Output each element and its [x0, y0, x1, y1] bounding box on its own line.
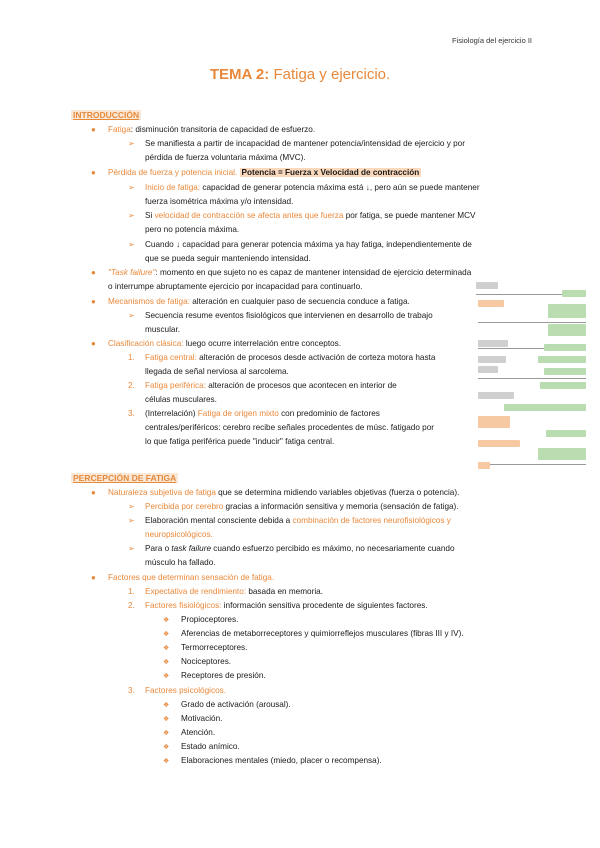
arrow-icon: ➢ — [128, 211, 135, 220]
text-f1: basada en memoria. — [246, 587, 323, 596]
potencia-formula: Potencia = Fuerza x Velocidad de contracción — [241, 168, 420, 177]
list-item: Estado anímico. — [181, 742, 240, 751]
text-naturaleza: que se determina midiendo variables objetivas (fuerza o potencia). — [215, 488, 460, 497]
diagram-box — [478, 300, 504, 307]
bullet-icon: ● — [91, 268, 96, 277]
list-item: Receptores de presión. — [181, 671, 266, 680]
term-expectativa: Expectativa de rendimiento: — [145, 587, 247, 596]
text-line — [145, 587, 323, 597]
list-number: 2. — [128, 601, 135, 610]
text-line: Secuencia resume eventos fisiológicos que intervienen en desarrollo de trabajo — [145, 311, 433, 320]
text-f2: información sensitiva procedente de siguientes factores. — [221, 601, 428, 610]
term-perdida: Pérdida de fuerza y potencia inicial. — [108, 168, 238, 177]
list-number: 1. — [128, 587, 135, 596]
term-fatiga-central: Fatiga central: — [145, 353, 197, 362]
term-percibida: Percibida por cerebro — [145, 502, 224, 511]
text-line — [108, 297, 410, 307]
running-title: Fisiología del ejercicio II — [451, 36, 532, 45]
text-line: pero no potencia máxima. — [145, 225, 240, 234]
text-line — [108, 268, 471, 278]
diamond-icon: ❖ — [163, 702, 170, 709]
text-c3-pre: (Interrelación) — [145, 409, 198, 418]
term-mecanismos: Mecanismos de fatiga: — [108, 297, 190, 306]
section-heading-introduccion: INTRODUCCIÓN — [73, 110, 140, 120]
term-inicio: Inicio de fatiga: — [145, 183, 201, 192]
text-line: músculo ha fallado. — [145, 558, 216, 567]
text-c1: alteración de procesos desde activación de corteza motora hasta — [196, 353, 436, 362]
bullet-icon: ● — [91, 168, 96, 177]
text-para-b: cuando esfuerzo percibido es máximo, no necesariamente cuando — [211, 544, 455, 553]
list-number: 3. — [128, 686, 135, 695]
text-line: centrales/periféricos: cerebro recibe señales procedentes de músc. fatigado por — [145, 423, 434, 432]
diagram-box — [548, 324, 586, 336]
fatigue-sequence-diagram — [474, 282, 588, 472]
text-para: Para o — [145, 544, 172, 553]
term-fatiga-periferica: Fatiga periférica: — [145, 381, 206, 390]
text-task: : momento en que sujeto no es capaz de mantener intensidad de ejercicio determinada — [155, 268, 472, 277]
text-velocidad: por fatiga, se puede mantener MCV — [343, 211, 476, 220]
text-line — [145, 211, 475, 221]
diamond-icon: ❖ — [163, 744, 170, 751]
list-number: 3. — [128, 409, 135, 418]
page-title — [0, 66, 600, 83]
def-fatiga: : disminución transitoria de capacidad de esfuerzo. — [130, 125, 316, 134]
list-item: Elaboraciones mentales (miedo, placer o recompensa). — [181, 756, 382, 765]
diagram-box — [546, 430, 586, 437]
term-clasificacion: Clasificación clásica: — [108, 339, 184, 348]
title-topic-number: TEMA 2: — [209, 66, 270, 83]
text-line: Factores que determinan sensación de fatiga. — [108, 573, 275, 582]
diagram-box — [478, 340, 508, 347]
diagram-box — [548, 304, 586, 318]
diamond-icon: ❖ — [163, 716, 170, 723]
text-line: pérdida de fuerza voluntaria máxima (MVC). — [145, 153, 306, 162]
diagram-line — [478, 464, 586, 465]
list-item: Atención. — [181, 728, 216, 737]
diagram-line — [478, 378, 586, 379]
diagram-box — [538, 356, 586, 363]
text-line — [145, 381, 397, 391]
arrow-icon: ➢ — [128, 502, 135, 511]
diamond-icon: ❖ — [163, 659, 170, 666]
text-elab: Elaboración mental consciente debida a — [145, 516, 293, 525]
text-clasificacion: luego ocurre interrelación entre conceptos. — [183, 339, 342, 348]
text-percibida: gracias a información sensitiva y memoria (sensación de fatiga). — [223, 502, 459, 511]
diamond-icon: ❖ — [163, 758, 170, 765]
diamond-icon: ❖ — [163, 645, 170, 652]
bullet-icon: ● — [91, 573, 96, 582]
text-line — [145, 409, 380, 419]
term-velocidad: velocidad de contracción se afecta antes que fuerza — [154, 211, 344, 220]
text-inicio: capacidad de generar potencia máxima está ↓, pero aún se puede mantener — [200, 183, 480, 192]
list-number: 2. — [128, 381, 135, 390]
text-line: muscular. — [145, 325, 181, 334]
diagram-box — [504, 404, 586, 411]
term-combinacion: combinación de factores neurofisiológicos y — [292, 516, 451, 525]
list-item: Termorreceptores. — [181, 643, 248, 652]
text-line: Cuando ↓ capacidad para generar potencia máxima ya hay fatiga, independientemente de — [145, 240, 472, 249]
list-number: 1. — [128, 353, 135, 362]
text-task-failure-italic: task failure — [171, 544, 211, 553]
arrow-icon: ➢ — [128, 311, 135, 320]
text-line — [145, 183, 480, 193]
bullet-icon: ● — [91, 125, 96, 134]
diagram-line — [478, 322, 586, 323]
bullet-icon: ● — [91, 297, 96, 306]
text-line: que se pueda seguir manteniendo intensidad. — [145, 254, 311, 263]
text-c3: con predominio de factores — [278, 409, 380, 418]
arrow-icon: ➢ — [128, 139, 135, 148]
list-item: Grado de activación (arousal). — [181, 700, 291, 709]
term-fatiga-mixta: Fatiga de origen mixto — [197, 409, 279, 418]
list-item: Motivación. — [181, 714, 223, 723]
text-line: células musculares. — [145, 395, 217, 404]
text-mecanismos: alteración en cualquier paso de secuencia conduce a fatiga. — [189, 297, 410, 306]
diagram-box — [476, 282, 498, 289]
diamond-icon: ❖ — [163, 617, 170, 624]
section-heading-percepcion: PERCEPCIÓN DE FATIGA — [73, 473, 177, 483]
diagram-box — [538, 448, 586, 460]
text-line — [108, 339, 341, 349]
diagram-box — [478, 356, 506, 363]
diagram-box — [478, 462, 490, 469]
term-fisiologicos: Factores fisiológicos: — [145, 601, 222, 610]
diagram-box — [562, 290, 586, 297]
arrow-icon: ➢ — [128, 240, 135, 249]
text-line: fuerza isométrica máxima y/o intensidad. — [145, 197, 294, 206]
text-c2: alteración de procesos que acontecen en interior de — [205, 381, 397, 390]
text-line: Factores psicológicos. — [145, 686, 226, 695]
diagram-box — [478, 440, 520, 447]
text-line — [108, 168, 421, 178]
diamond-icon: ❖ — [163, 730, 170, 737]
text-line: llegada de señal nerviosa al sarcolema. — [145, 367, 289, 376]
text-line: lo que fatiga periférica puede "inducir" fatiga central. — [145, 437, 335, 446]
arrow-icon: ➢ — [128, 544, 135, 553]
text-line — [145, 601, 428, 611]
diagram-box — [478, 416, 510, 428]
list-item: Aferencias de metaborreceptores y quimiorreflejos musculares (fibras III y IV). — [181, 629, 464, 638]
text-line — [145, 353, 435, 363]
text-si: Si — [145, 211, 155, 220]
text-line: Se manifiesta a partir de incapacidad de mantener potencia/intensidad de ejercicio y por — [145, 139, 465, 148]
diagram-box — [540, 382, 586, 389]
arrow-icon: ➢ — [128, 516, 135, 525]
arrow-icon: ➢ — [128, 183, 135, 192]
title-topic-name: Fatiga y ejercicio. — [269, 66, 391, 83]
diagram-box — [544, 344, 586, 351]
bullet-icon: ● — [91, 339, 96, 348]
text-line: o interrumpe abruptamente ejercicio por incapacidad para continuarlo. — [108, 282, 363, 291]
text-line: neuropsicológicos. — [145, 530, 213, 539]
list-item: Propioceptores. — [181, 615, 239, 624]
diagram-box — [544, 368, 586, 375]
term-fatiga: Fatiga — [108, 125, 131, 134]
list-item: Nociceptores. — [181, 657, 232, 666]
diamond-icon: ❖ — [163, 673, 170, 680]
diamond-icon: ❖ — [163, 631, 170, 638]
bullet-icon: ● — [91, 488, 96, 497]
diagram-box — [478, 392, 514, 399]
text-line — [145, 544, 455, 554]
text-line — [145, 502, 459, 512]
term-naturaleza: Naturaleza subjetiva de fatiga — [108, 488, 216, 497]
text-line — [108, 488, 459, 498]
text-line — [145, 516, 451, 526]
term-task-failure: "Task failure" — [108, 268, 156, 277]
diagram-box — [478, 366, 498, 373]
text-line — [108, 125, 315, 135]
